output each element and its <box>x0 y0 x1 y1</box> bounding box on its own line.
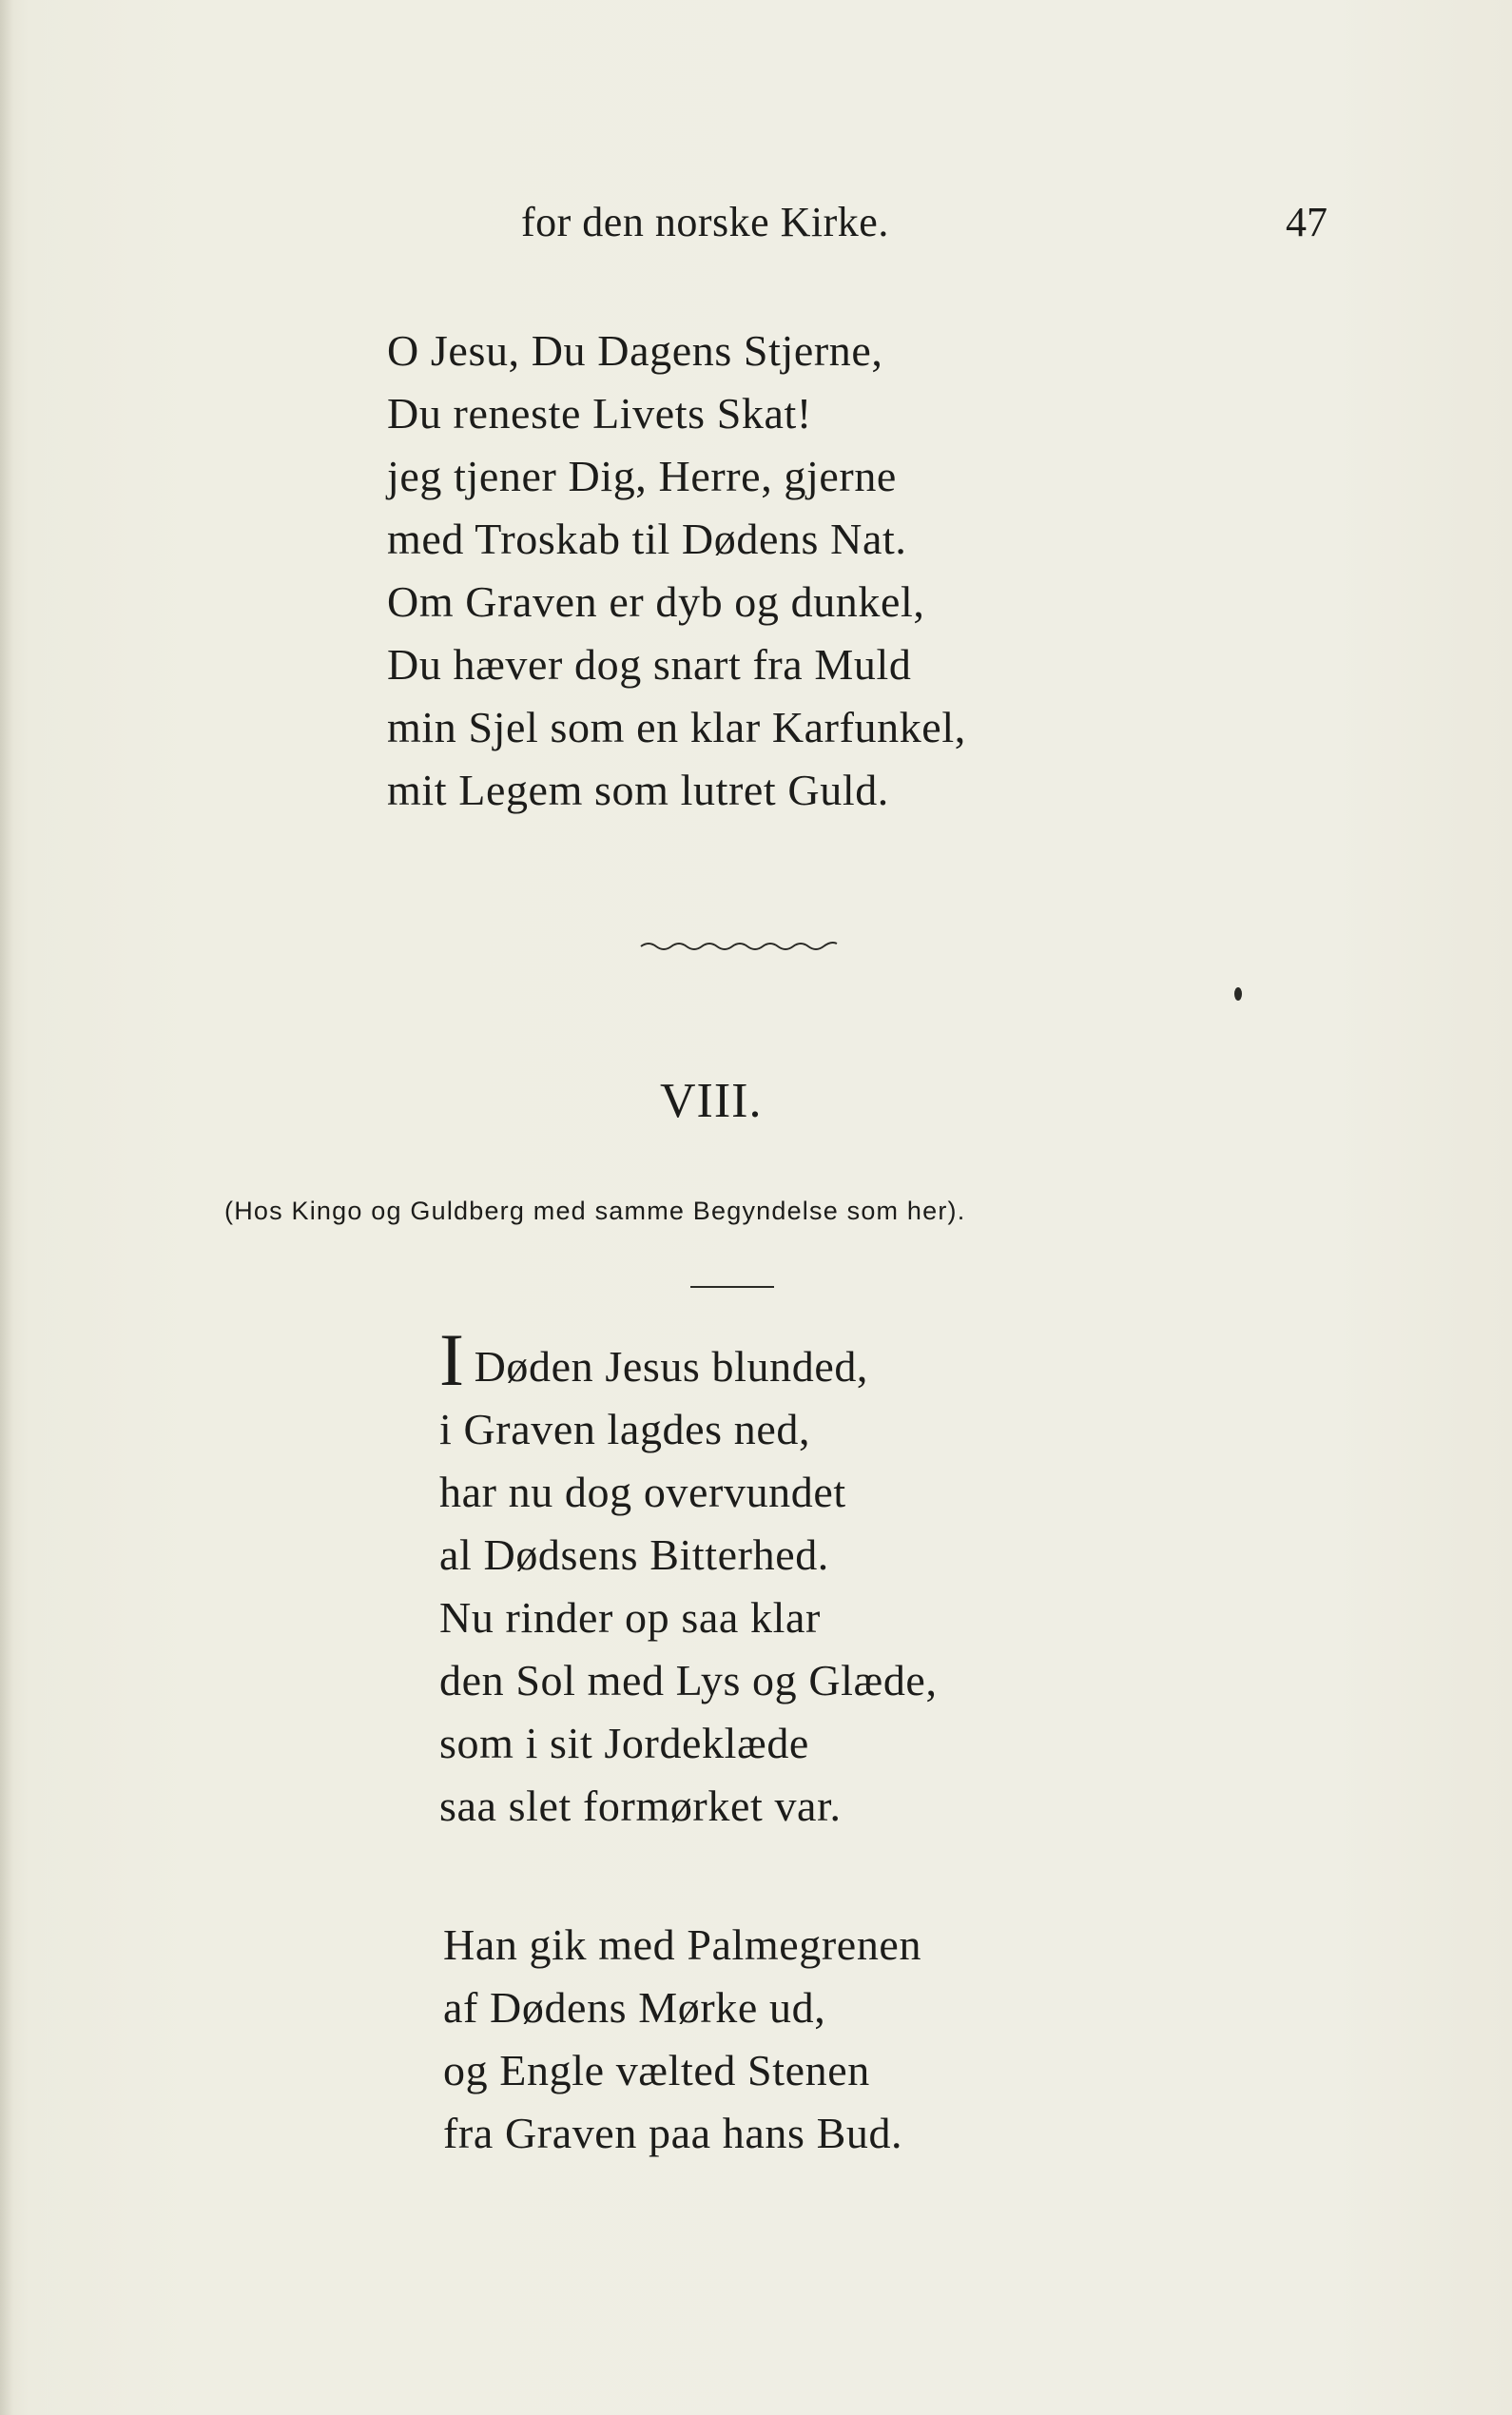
first-line-text: Døden Jesus blunded, <box>474 1342 869 1391</box>
verse-line: mit Legem som lutret Guld. <box>387 766 889 814</box>
hymn-number: VIII. <box>660 1074 763 1128</box>
verse-line: Du reneste Livets Skat! <box>387 389 812 438</box>
verse-line-first <box>439 1318 938 1401</box>
verse-line: Han gik med Palmegrenen <box>443 1920 922 1969</box>
verse-line: og Engle vælted Stenen <box>443 2046 870 2094</box>
hymn-subtitle: (Hos Kingo og Guldberg med samme Begyndelse som her). <box>224 1197 966 1225</box>
stanza-1 <box>387 320 966 822</box>
verse-line: Om Graven er dyb og dunkel, <box>387 577 925 626</box>
verse-line: saa slet formørket var. <box>439 1782 842 1830</box>
verse-line: jeg tjener Dig, Herre, gjerne <box>387 452 897 500</box>
stanza-3 <box>443 1914 921 2165</box>
verse-line: Du hæver dog snart fra Muld <box>387 640 912 689</box>
page-number: 47 <box>1286 199 1328 245</box>
verse-line: af Dødens Mørke ud, <box>443 1983 826 2032</box>
verse-line: al Dødsens Bitterhed. <box>439 1530 829 1579</box>
wavy-ornament-divider <box>639 938 839 953</box>
running-head: for den norske Kirke. <box>521 199 889 245</box>
verse-line: i Graven lagdes ned, <box>439 1405 811 1453</box>
verse-line: Nu rinder op saa klar <box>439 1593 821 1642</box>
ink-speck <box>1234 987 1242 1001</box>
verse-line: med Troskab til Dødens Nat. <box>387 515 907 563</box>
verse-line: fra Graven paa hans Bud. <box>443 2109 903 2157</box>
verse-line: O Jesu, Du Dagens Stjerne, <box>387 326 883 375</box>
verse-line: den Sol med Lys og Glæde, <box>439 1656 938 1704</box>
verse-line: har nu dog overvundet <box>439 1468 846 1516</box>
initial-letter: I <box>439 1318 465 1401</box>
page-edge-shadow <box>0 0 13 2415</box>
short-rule-divider <box>690 1286 774 1288</box>
verse-line: min Sjel som en klar Karfunkel, <box>387 703 966 751</box>
verse-line: som i sit Jordeklæde <box>439 1719 809 1767</box>
stanza-2 <box>439 1318 938 1838</box>
